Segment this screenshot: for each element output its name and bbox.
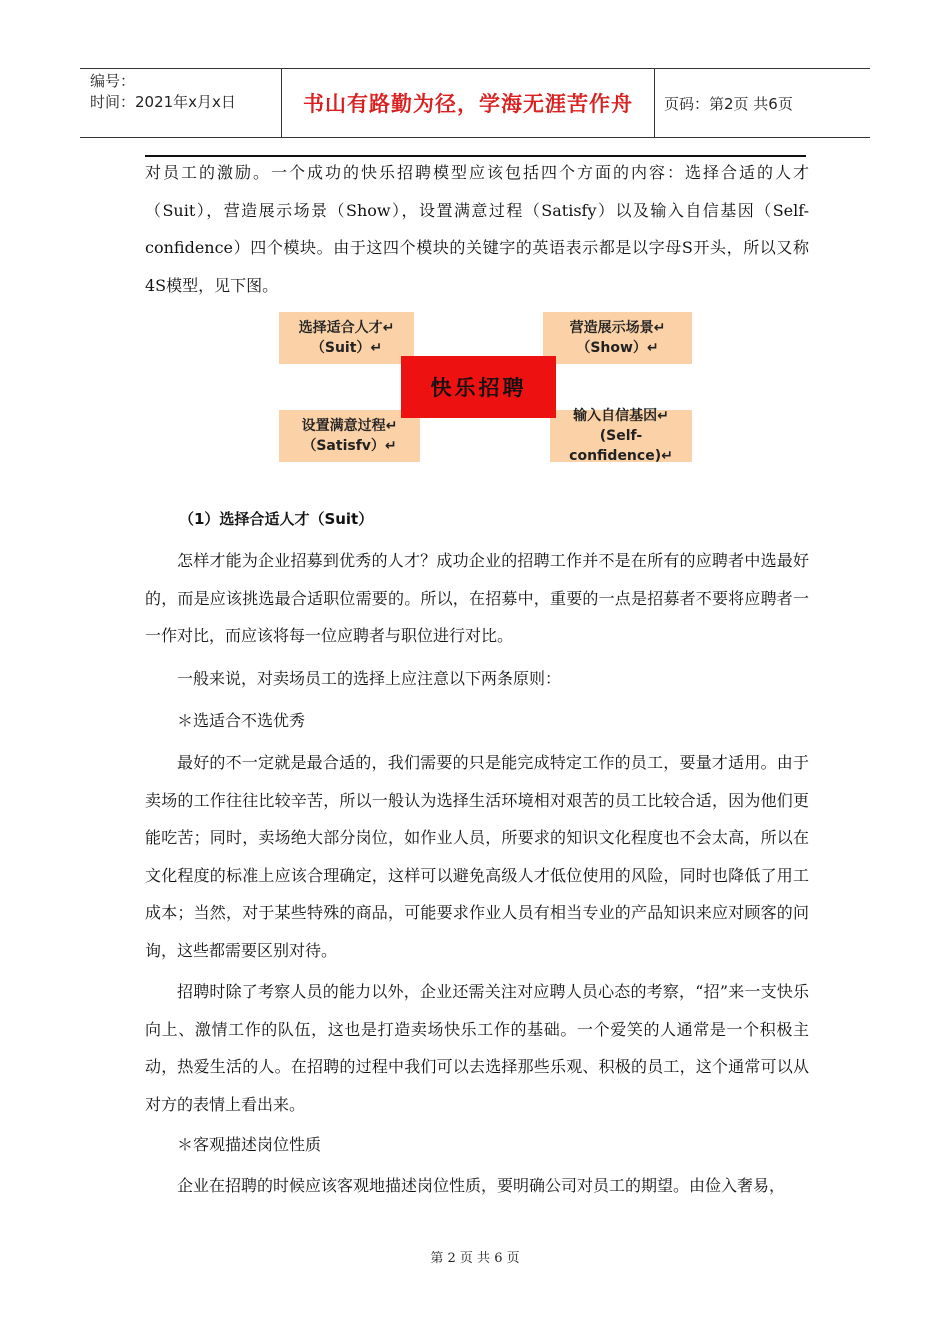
diagram-box-show-title: 营造展示场景↵ <box>569 320 666 336</box>
diagram-box-self-confidence-title: 输入自信基因↵ <box>573 408 669 424</box>
header-date: 时间：2021年x月x日 <box>90 93 236 111</box>
happy-recruitment-diagram <box>279 312 692 462</box>
document-header <box>80 68 870 138</box>
header-divider-right <box>654 69 655 137</box>
paragraph-suit-intro: 怎样才能为企业招募到优秀的人才？成功企业的招聘工作并不是在所有的应聘者中选最好的，而是应该挑选最合适职位需要的。所以，在招募中，重要的一点是招募者不要将应聘者一一作对比，而应该将每一位应聘者与职位进行对比。 <box>145 551 809 645</box>
page-footer: 第 2 页 共 6 页 <box>430 1251 520 1266</box>
header-meta <box>90 71 280 113</box>
header-slogan: 书山有路勤为径，学海无涯苦作舟 <box>303 92 633 116</box>
bullet-objective-description: ＊客观描述岗位性质 <box>177 1135 322 1154</box>
diagram-box-satisfy-title: 设置满意过程↵ <box>301 418 398 434</box>
diagram-box-suit <box>279 312 414 364</box>
diagram-center-box: 快乐招聘 <box>401 356 556 418</box>
diagram-box-satisfy <box>279 410 420 462</box>
paragraph-objective-detail: 企业在招聘的时候应该客观地描述岗位性质，要明确公司对员工的期望。由俭入奢易， <box>177 1176 786 1195</box>
diagram-box-satisfy-sub: （Satisfv）↵ <box>302 438 397 454</box>
diagram-box-suit-sub: （Suit）↵ <box>310 340 383 356</box>
section-heading-suit: （1）选择合适人才（Suit） <box>179 510 374 528</box>
diagram-box-show-sub: （Show）↵ <box>576 340 659 356</box>
diagram-box-self-confidence-sub: (Self-confidence)↵ <box>569 428 673 464</box>
paragraph-attitude: 招聘时除了考察人员的能力以外，企业还需关注对应聘人员心态的考察，“招”来一支快乐向上、激情工作的队伍，这也是打造卖场快乐工作的基础。一个爱笑的人通常是一个积极主动，热爱生活的人。在招聘的过程中我们可以去选择那些乐观、积极的员工，这个通常可以从对方的表情上看出来。 <box>145 982 809 1114</box>
diagram-box-show <box>543 312 692 364</box>
bullet-suitable-not-best: ＊选适合不选优秀 <box>177 711 306 730</box>
diagram-box-self-confidence <box>550 410 692 462</box>
header-number-label: 编号： <box>90 72 136 90</box>
diagram-box-suit-title: 选择适合人才↵ <box>298 320 395 336</box>
paragraph-principles: 一般来说，对卖场员工的选择上应注意以下两条原则： <box>177 669 562 688</box>
paragraph-intro: 对员工的激励。一个成功的快乐招聘模型应该包括四个方面的内容：选择合适的人才（Suit），营造展示场景（Show），设置满意过程（Satisfy）以及输入自信基因（Self-confidence）四个模块。由于这四个模块的关键字的英语表示都是以字母S开头，所以又称4S模型，见下图。 <box>145 163 809 295</box>
header-page-info: 页码：第2页 共6页 <box>664 94 793 113</box>
paragraph-suitable-detail: 最好的不一定就是最合适的，我们需要的只是能完成特定工作的员工，要量才适用。由于卖场的工作往往比较辛苦，所以一般认为选择生活环境相对艰苦的员工比较合适，因为他们更能吃苦；同时，卖场绝大部分岗位，如作业人员，所要求的知识文化程度也不会太高，所以在文化程度的标准上应该合理确定，这样可以避免高级人才低位使用的风险，同时也降低了用工成本；当然，对于某些特殊的商品，可能要求作业人员有相当专业的产品知识来应对顾客的问询，这些都需要区别对待。 <box>145 753 809 960</box>
